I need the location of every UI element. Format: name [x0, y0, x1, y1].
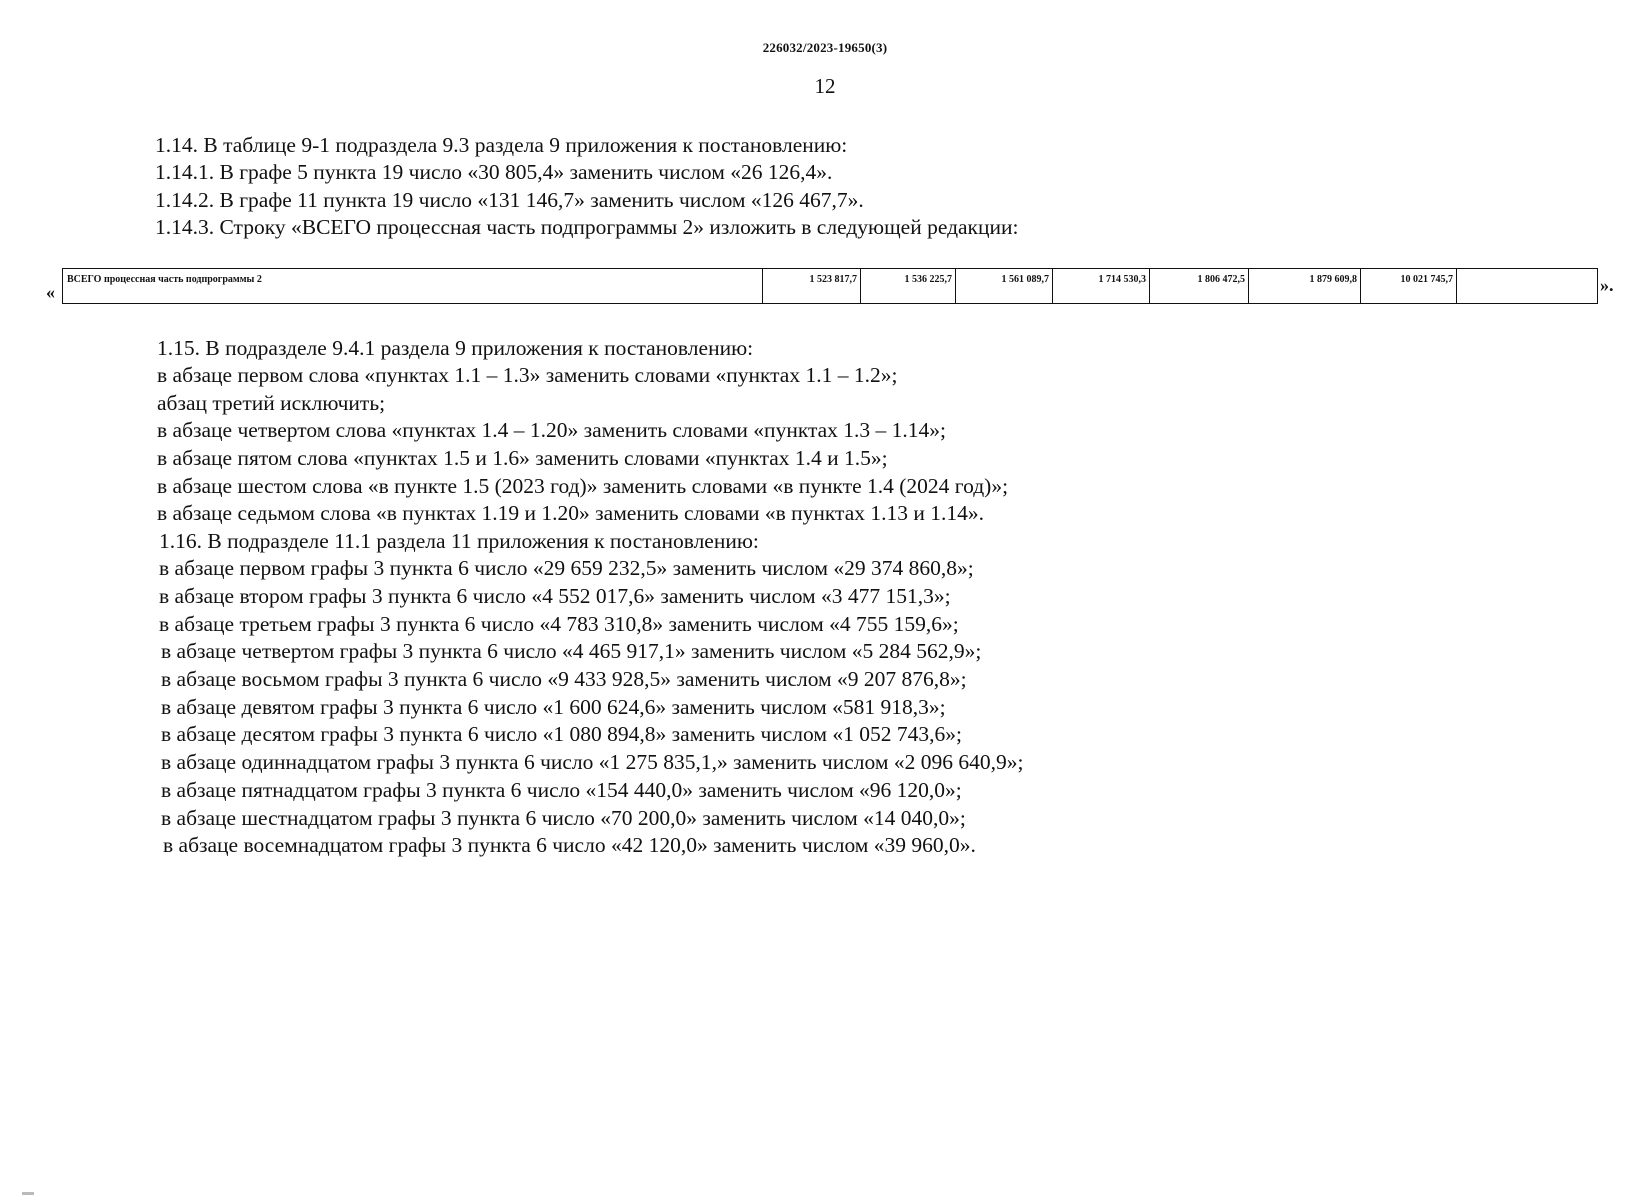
paragraph-1-14-1: 1.14.1. В графе 5 пункта 19 число «30 805,4» заменить числом «26 126,4». [155, 160, 833, 184]
body-line: в абзаце восемнадцатом графы 3 пункта 6 число «42 120,0» заменить числом «39 960,0». [163, 833, 976, 857]
table-cell-empty [1457, 269, 1598, 304]
paragraph-1-14-2: 1.14.2. В графе 11 пункта 19 число «131 146,7» заменить числом «126 467,7». [155, 188, 864, 212]
table-cell-value: 10 021 745,7 [1361, 269, 1457, 304]
body-line: в абзаце восьмом графы 3 пункта 6 число «9 433 928,5» заменить числом «9 207 876,8»; [161, 667, 967, 691]
table-close-quote: ». [1600, 275, 1614, 295]
scan-edge-mark [22, 1192, 34, 1195]
table-cell-value: 1 561 089,7 [956, 269, 1053, 304]
paragraph-1-14: 1.14. В таблице 9-1 подраздела 9.3 раздела 9 приложения к постановлению: [155, 133, 848, 157]
document-id: 226032/2023-19650(3) [762, 40, 888, 55]
body-line: в абзаце пятнадцатом графы 3 пункта 6 число «154 440,0» заменить числом «96 120,0»; [161, 778, 962, 802]
table-cell-value: 1 536 225,7 [861, 269, 956, 304]
body-line: в абзаце одиннадцатом графы 3 пункта 6 число «1 275 835,1,» заменить числом «2 096 640,9»; [161, 750, 1024, 774]
body-line: абзац третий исключить; [157, 391, 386, 415]
body-line: в абзаце третьем графы 3 пункта 6 число «4 783 310,8» заменить числом «4 755 159,6»; [159, 612, 959, 636]
body-line: в абзаце десятом графы 3 пункта 6 число «1 080 894,8» заменить числом «1 052 743,6»; [161, 722, 962, 746]
body-line: в абзаце первом графы 3 пункта 6 число «29 659 232,5» заменить числом «29 374 860,8»; [159, 556, 974, 580]
table-cell-value: 1 714 530,3 [1053, 269, 1150, 304]
table-open-quote: « [46, 282, 55, 302]
table-cell-value: 1 523 817,7 [763, 269, 861, 304]
table-cell-label: ВСЕГО процессная часть подпрограммы 2 [63, 269, 763, 304]
total-row-table [62, 268, 1598, 304]
table-row [63, 269, 1598, 304]
body-line: в абзаце пятом слова «пунктах 1.5 и 1.6» заменить словами «пунктах 1.4 и 1.5»; [157, 446, 888, 470]
page-number: 12 [814, 74, 836, 98]
body-line: в абзаце четвертом графы 3 пункта 6 число «4 465 917,1» заменить числом «5 284 562,9»; [161, 639, 982, 663]
body-line: в абзаце шестнадцатом графы 3 пункта 6 число «70 200,0» заменить числом «14 040,0»; [161, 806, 966, 830]
paragraph-1-15: 1.15. В подразделе 9.4.1 раздела 9 приложения к постановлению: [157, 336, 754, 360]
body-line: в абзаце четвертом слова «пунктах 1.4 – 1.20» заменить словами «пунктах 1.3 – 1.14»; [157, 418, 947, 442]
body-line: в абзаце шестом слова «в пункте 1.5 (2023 год)» заменить словами «в пункте 1.4 (2024 год)»; [157, 474, 1009, 498]
table-cell-value: 1 879 609,8 [1249, 269, 1361, 304]
body-line: в абзаце втором графы 3 пункта 6 число «4 552 017,6» заменить числом «3 477 151,3»; [159, 584, 951, 608]
body-line: в абзаце первом слова «пунктах 1.1 – 1.3» заменить словами «пунктах 1.1 – 1.2»; [157, 363, 898, 387]
paragraph-1-16: 1.16. В подразделе 11.1 раздела 11 приложения к постановлению: [159, 529, 759, 553]
body-line: в абзаце седьмом слова «в пунктах 1.19 и 1.20» заменить словами «в пунктах 1.13 и 1.14». [157, 501, 985, 525]
table-cell-value: 1 806 472,5 [1150, 269, 1249, 304]
paragraph-1-14-3: 1.14.3. Строку «ВСЕГО процессная часть подпрограммы 2» изложить в следующей редакции: [155, 215, 1019, 239]
body-line: в абзаце девятом графы 3 пункта 6 число «1 600 624,6» заменить числом «581 918,3»; [161, 695, 946, 719]
